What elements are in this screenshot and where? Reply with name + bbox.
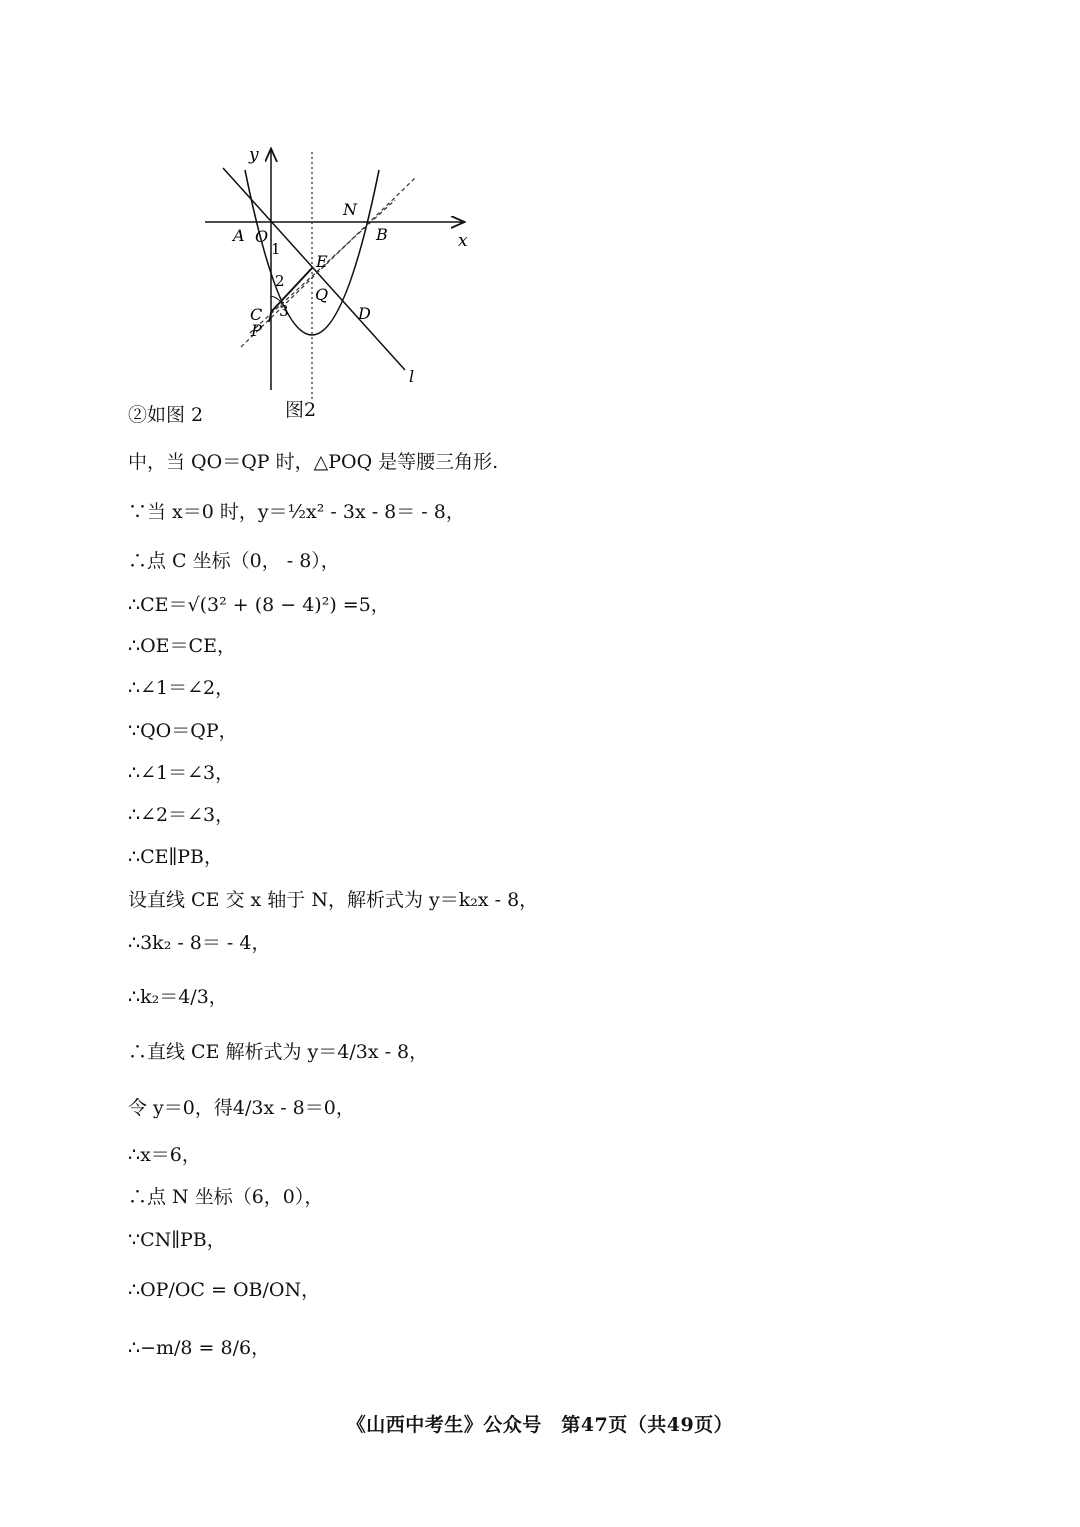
- label-q: Q: [315, 285, 329, 304]
- solution-line: 设直线 CE 交 x 轴于 N，解析式为 y＝k₂x - 8，: [128, 889, 539, 911]
- solution-line: ∴点 N 坐标（6，0），: [128, 1186, 324, 1208]
- solution-line: ∴点 C 坐标（0， - 8），: [128, 550, 340, 572]
- solution-line: ∴∠1＝∠3，: [128, 762, 235, 784]
- label-d: D: [358, 304, 371, 323]
- solution-line: 中，当 QO＝QP 时，△POQ 是等腰三角形.: [128, 451, 499, 473]
- label-e: E: [316, 252, 328, 271]
- solution-line: ∴k₂＝4/3，: [128, 986, 228, 1008]
- label-a: A: [233, 226, 245, 245]
- solution-line: ∴∠1＝∠2，: [128, 677, 235, 699]
- label-x: x: [458, 231, 468, 251]
- solution-line: ②如图 2: [128, 404, 204, 426]
- label-y: y: [249, 145, 259, 165]
- solution-line: ∴−m/8 = 8/6，: [128, 1337, 271, 1359]
- label-b: B: [376, 225, 388, 244]
- solution-line: ∵QO＝QP，: [128, 720, 238, 742]
- solution-line: ∴OP/OC = OB/ON，: [128, 1279, 321, 1301]
- solution-line: ∴∠2＝∠3，: [128, 804, 235, 826]
- label-o: O: [255, 227, 269, 246]
- page-footer: 《山西中考生》公众号 第47页（共49页）: [346, 1414, 734, 1436]
- solution-line: ∴直线 CE 解析式为 y＝4/3x - 8，: [128, 1041, 429, 1063]
- figure-caption: 图2: [285, 399, 317, 421]
- label-l: l: [409, 367, 415, 386]
- label-n3: 3: [279, 302, 289, 320]
- solution-line: ∴x＝6，: [128, 1144, 201, 1166]
- label-p: P: [251, 321, 262, 340]
- label-n: N: [343, 200, 357, 219]
- solution-line: 令 y＝0，得4/3x - 8＝0，: [128, 1097, 355, 1119]
- solution-line: ∴OE＝CE，: [128, 635, 236, 657]
- label-c: C: [250, 305, 263, 324]
- solution-line: ∵当 x＝0 时，y＝½x² - 3x - 8＝ - 8，: [128, 501, 465, 523]
- solution-line: ∴3k₂ - 8＝ - 4，: [128, 932, 271, 954]
- parabola-figure: [205, 140, 477, 420]
- figure-svg: [205, 140, 477, 420]
- solution-line: ∴CE＝√(3² + (8 − 4)²) =5，: [128, 594, 390, 616]
- solution-line: ∵CN∥PB，: [128, 1229, 226, 1251]
- label-n1: 1: [271, 240, 281, 258]
- solution-line: ∴CE∥PB，: [128, 846, 224, 868]
- label-n2: 2: [275, 272, 285, 290]
